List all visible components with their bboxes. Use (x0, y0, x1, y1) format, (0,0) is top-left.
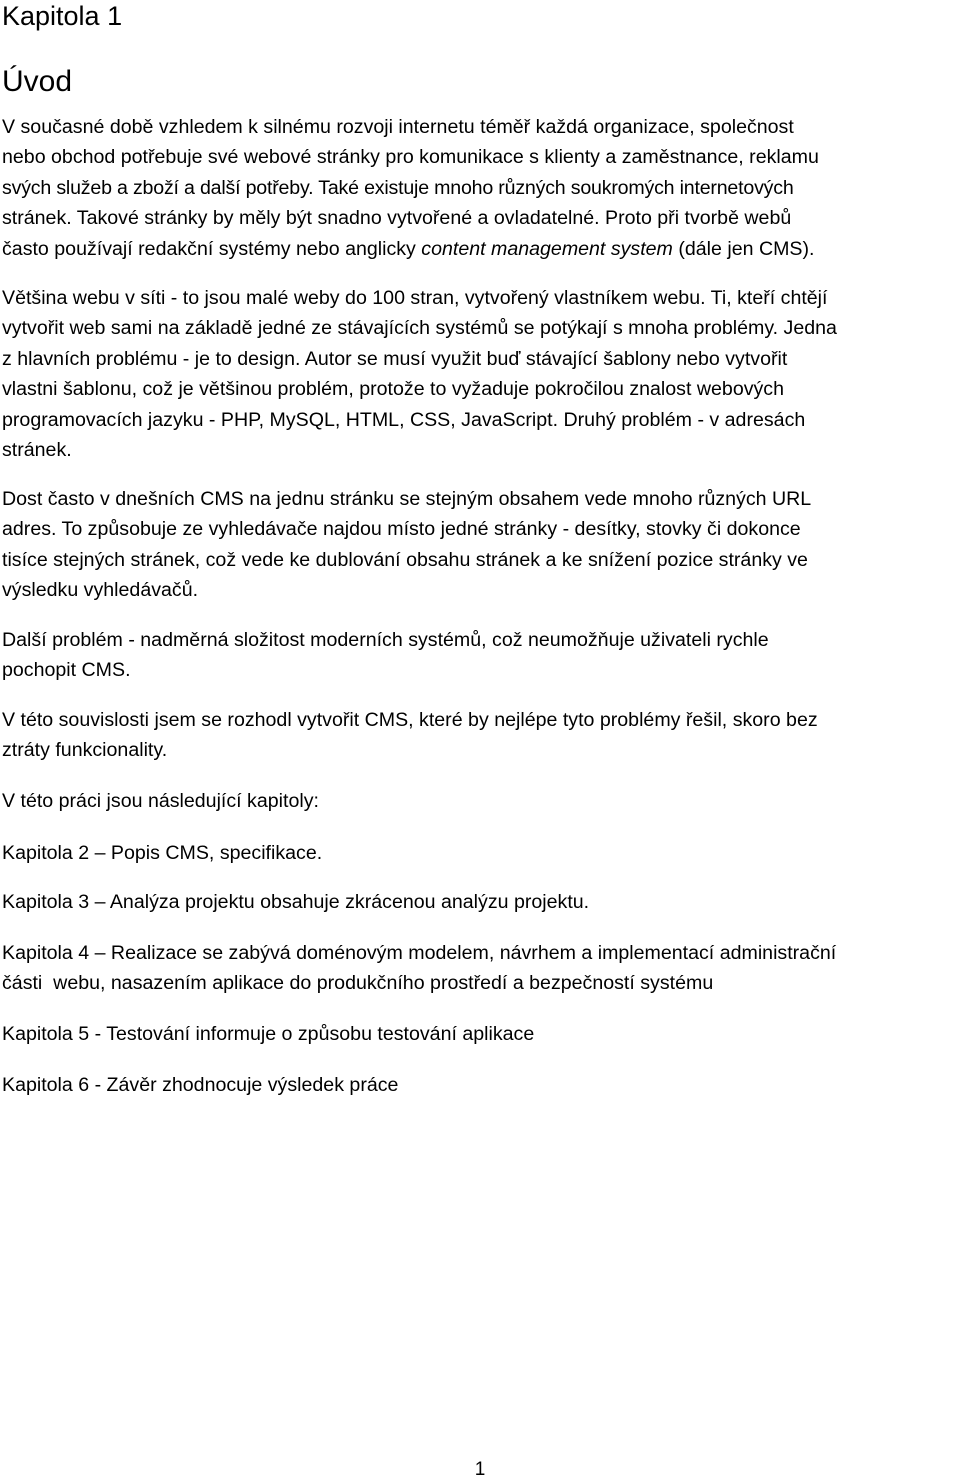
complexity-paragraph (2, 625, 958, 686)
text-line (2, 938, 958, 968)
intro-paragraph (2, 112, 958, 264)
text-line (2, 786, 958, 816)
text-segment: (dále jen CMS). (672, 237, 815, 260)
text-segment: tisíce stejných stránek, což vede ke dublování obsahu stránek a ke snížení pozice stránky ve (2, 548, 808, 571)
text-segment: Dost často v dnešních CMS na jednu stránku se stejným obsahem vede mnoho různých URL (2, 488, 812, 510)
text-segment: Kapitola 6 - Závěr zhodnocuje výsledek práce (2, 1074, 399, 1096)
text-line (2, 655, 958, 685)
text-segment: Většina webu v síti - to jsou malé weby do 100 stran, vytvořený vlastníkem webu. Ti, kteří chtějí (2, 287, 828, 309)
text-line (2, 625, 958, 655)
text-line (2, 313, 958, 343)
text-line (2, 142, 958, 172)
text-line (2, 1070, 958, 1100)
text-line (2, 514, 958, 544)
text-line (2, 735, 958, 765)
text-line (2, 203, 958, 233)
text-segment: vytvořit web sami na základě jedné ze stávajících systémů se potýkají s mnoha problémy. Jedna (2, 317, 837, 340)
chapter-label: Kapitola 1 (2, 1, 123, 31)
text-line (2, 887, 958, 917)
text-segment: V současné době vzhledem k silnému rozvoji internetu téměř každá organizace, společnost (2, 116, 794, 138)
text-line (2, 344, 958, 374)
text-segment: V této souvislosti jsem se rozhodl vytvořit CMS, které by nejlépe tyto problémy řešil, skoro bez (2, 709, 818, 731)
chapter-6-summary (2, 1070, 958, 1100)
text-segment: Další problém - nadměrná složitost moderních systémů, což neumožňuje uživateli rychle (2, 629, 769, 651)
text-segment: výsledku vyhledávačů. (2, 579, 199, 602)
decision-paragraph (2, 705, 958, 766)
problems-paragraph (2, 283, 958, 465)
text-line (2, 283, 958, 313)
emphasized-text: content management system (421, 237, 673, 260)
text-line (2, 1019, 958, 1049)
chapter-3-summary (2, 887, 958, 917)
text-line (2, 374, 958, 404)
text-line (2, 484, 958, 514)
text-line (2, 968, 958, 998)
text-line (2, 234, 958, 264)
text-segment: stránek. Takové stránky by měly být snadno vytvořené a ovladatelné. Proto při tvorbě webů (2, 207, 792, 230)
text-line (2, 705, 958, 735)
chapter-5-summary (2, 1019, 958, 1049)
text-segment: části webu, nasazením aplikace do produkčního prostředí a bezpečností systému (2, 972, 714, 995)
text-line (2, 575, 958, 605)
text-segment: adres. To způsobuje ze vyhledávače najdou místo jedné stránky - desítky, stovky či dokonce (2, 518, 801, 541)
text-segment: V této práci jsou následující kapitoly: (2, 790, 319, 812)
text-line (2, 545, 958, 575)
text-segment: Kapitola 2 – Popis CMS, specifikace. (2, 842, 323, 864)
text-line (2, 112, 958, 142)
text-segment: pochopit CMS. (2, 659, 131, 682)
chapters-intro-paragraph (2, 786, 958, 816)
text-segment: programovacích jazyku - PHP, MySQL, HTML, CSS, JavaScript. Druhý problém - v adresách (2, 408, 806, 431)
text-segment: stránek. (2, 439, 72, 462)
chapter-2-summary (2, 838, 958, 868)
text-line (2, 435, 958, 465)
text-segment: svých služeb a zboží a další potřeby. Také existuje mnoho různých soukromých internetových (2, 176, 794, 199)
text-segment: často používají redakční systémy nebo anglicky (2, 237, 422, 260)
chapter-4-summary (2, 938, 958, 999)
text-segment: Kapitola 4 – Realizace se zabývá doménovým modelem, návrhem a implementací administrační (2, 942, 837, 964)
url-paragraph (2, 484, 958, 606)
chapter-title: Úvod (2, 65, 73, 98)
text-line (2, 838, 958, 868)
text-segment: ztráty funkcionality. (2, 739, 168, 762)
text-segment: Kapitola 5 - Testování informuje o způsobu testování aplikace (2, 1023, 535, 1045)
text-segment: vlastni šablonu, což je většinou problém, protože to vyžaduje pokročilou znalost webových (2, 378, 784, 401)
page-number: 1 (474, 1459, 486, 1480)
text-segment: z hlavních problému - je to design. Autor se musí využit buď stávající šablony nebo vytvořit (2, 347, 788, 370)
text-line (2, 173, 958, 203)
text-line (2, 405, 958, 435)
text-segment: Kapitola 3 – Analýza projektu obsahuje zkrácenou analýzu projektu. (2, 891, 590, 913)
text-segment: nebo obchod potřebuje své webové stránky pro komunikace s klienty a zaměstnance, reklamu (2, 146, 819, 169)
